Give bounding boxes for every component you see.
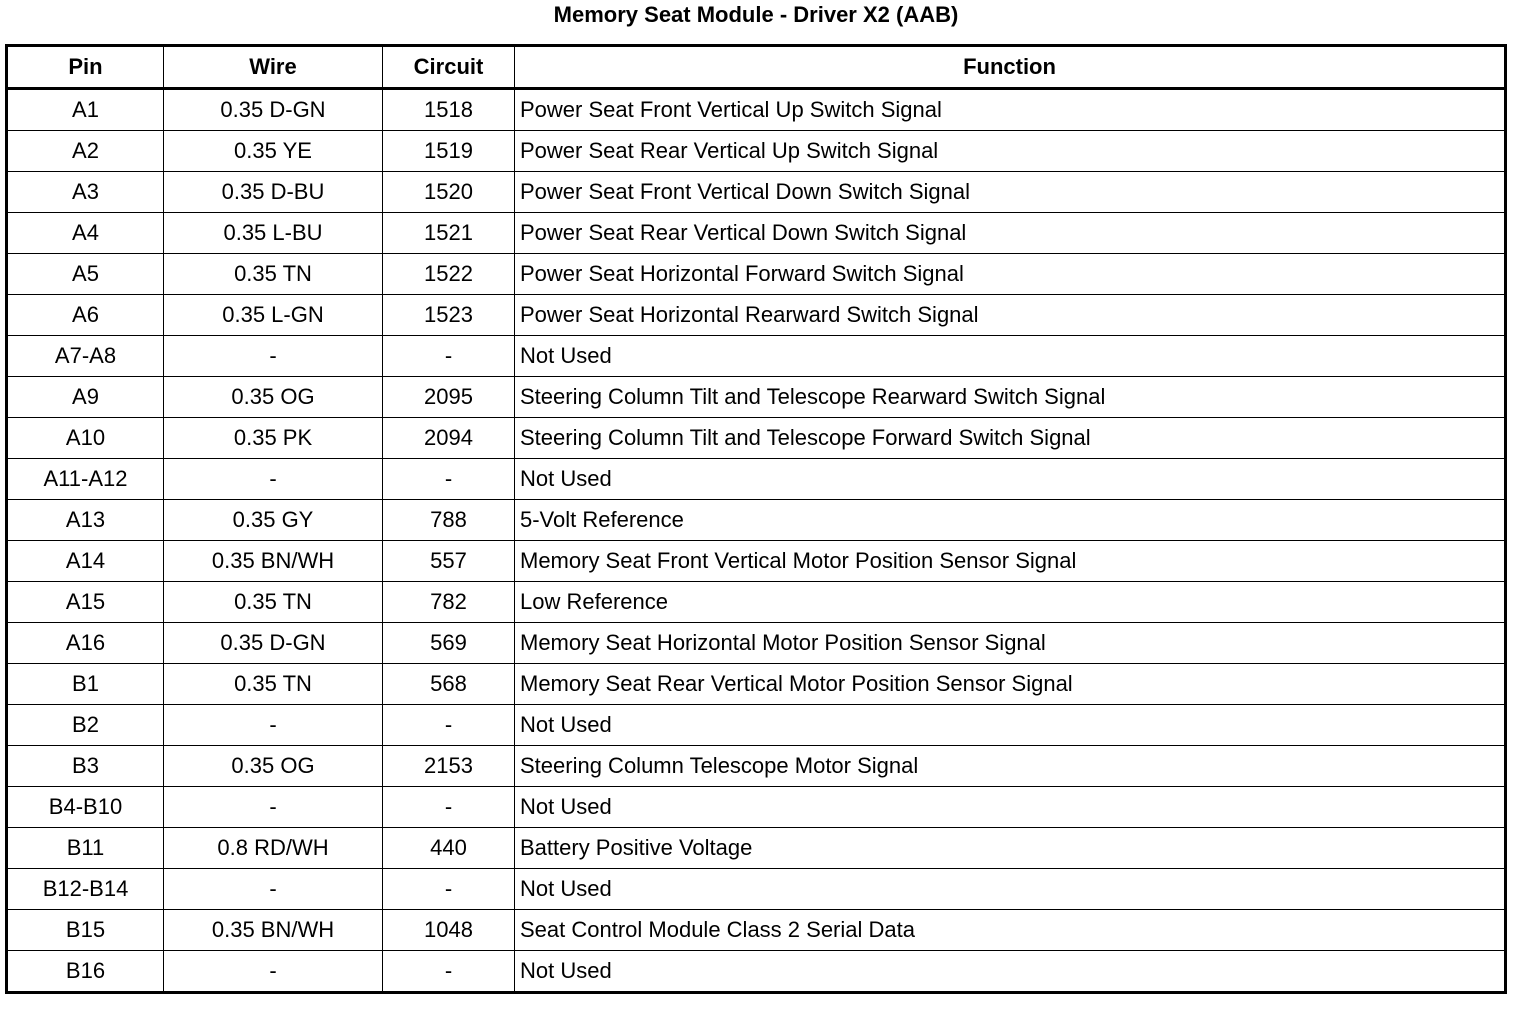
pin-cell: A11-A12 xyxy=(7,459,164,500)
circuit-cell: 1522 xyxy=(383,254,515,295)
function-cell: Not Used xyxy=(515,787,1506,828)
pin-cell: A2 xyxy=(7,131,164,172)
table-row xyxy=(7,664,1506,705)
table-row xyxy=(7,541,1506,582)
wire-cell: - xyxy=(164,869,383,910)
pin-cell: A5 xyxy=(7,254,164,295)
function-cell: Power Seat Rear Vertical Down Switch Signal xyxy=(515,213,1506,254)
page-title: Memory Seat Module - Driver X2 (AAB) xyxy=(553,2,959,27)
header-pin: Pin xyxy=(7,46,164,89)
table-row xyxy=(7,500,1506,541)
circuit-cell: - xyxy=(383,787,515,828)
circuit-cell: 782 xyxy=(383,582,515,623)
wire-cell: 0.35 D-GN xyxy=(164,623,383,664)
wire-cell: - xyxy=(164,459,383,500)
function-cell: Power Seat Horizontal Rearward Switch Signal xyxy=(515,295,1506,336)
pin-cell: B2 xyxy=(7,705,164,746)
wire-cell: 0.35 BN/WH xyxy=(164,910,383,951)
table-row xyxy=(7,746,1506,787)
table-row xyxy=(7,910,1506,951)
table-row xyxy=(7,869,1506,910)
table-row xyxy=(7,418,1506,459)
circuit-cell: 2153 xyxy=(383,746,515,787)
pin-cell: A1 xyxy=(7,89,164,131)
pin-cell: A6 xyxy=(7,295,164,336)
wire-cell: - xyxy=(164,787,383,828)
function-cell: Power Seat Rear Vertical Up Switch Signal xyxy=(515,131,1506,172)
connector-pinout-table xyxy=(5,44,1507,994)
function-cell: Not Used xyxy=(515,869,1506,910)
wire-cell: - xyxy=(164,336,383,377)
wire-cell: 0.35 L-BU xyxy=(164,213,383,254)
table-body xyxy=(7,89,1506,993)
pin-cell: A14 xyxy=(7,541,164,582)
table-row xyxy=(7,295,1506,336)
circuit-cell: - xyxy=(383,459,515,500)
circuit-cell: 557 xyxy=(383,541,515,582)
table-row xyxy=(7,828,1506,869)
circuit-cell: 1520 xyxy=(383,172,515,213)
table-row xyxy=(7,951,1506,993)
circuit-cell: 2094 xyxy=(383,418,515,459)
header-circuit: Circuit xyxy=(383,46,515,89)
wire-cell: 0.35 PK xyxy=(164,418,383,459)
function-cell: Low Reference xyxy=(515,582,1506,623)
function-cell: Power Seat Front Vertical Down Switch Signal xyxy=(515,172,1506,213)
circuit-cell: 1523 xyxy=(383,295,515,336)
table-row xyxy=(7,787,1506,828)
wire-cell: - xyxy=(164,705,383,746)
function-cell: Not Used xyxy=(515,705,1506,746)
pin-cell: A7-A8 xyxy=(7,336,164,377)
wire-cell: 0.35 YE xyxy=(164,131,383,172)
circuit-cell: - xyxy=(383,869,515,910)
pin-cell: B16 xyxy=(7,951,164,993)
wire-cell: 0.35 TN xyxy=(164,664,383,705)
wire-cell: 0.35 OG xyxy=(164,746,383,787)
function-cell: Seat Control Module Class 2 Serial Data xyxy=(515,910,1506,951)
wire-cell: 0.35 GY xyxy=(164,500,383,541)
table-row xyxy=(7,582,1506,623)
function-cell: Battery Positive Voltage xyxy=(515,828,1506,869)
wire-cell: 0.35 TN xyxy=(164,582,383,623)
wire-cell: 0.35 OG xyxy=(164,377,383,418)
function-cell: Steering Column Tilt and Telescope Rearward Switch Signal xyxy=(515,377,1506,418)
table-row xyxy=(7,89,1506,131)
header-function: Function xyxy=(515,46,1506,89)
pin-cell: B4-B10 xyxy=(7,787,164,828)
table-row xyxy=(7,705,1506,746)
function-cell: Power Seat Horizontal Forward Switch Signal xyxy=(515,254,1506,295)
function-cell: Not Used xyxy=(515,459,1506,500)
function-cell: Steering Column Telescope Motor Signal xyxy=(515,746,1506,787)
wire-cell: - xyxy=(164,951,383,993)
pin-cell: B3 xyxy=(7,746,164,787)
circuit-cell: 1521 xyxy=(383,213,515,254)
circuit-cell: 788 xyxy=(383,500,515,541)
pin-cell: A15 xyxy=(7,582,164,623)
wire-cell: 0.35 TN xyxy=(164,254,383,295)
table-row xyxy=(7,131,1506,172)
pin-cell: A10 xyxy=(7,418,164,459)
pin-cell: A9 xyxy=(7,377,164,418)
wire-cell: 0.35 D-GN xyxy=(164,89,383,131)
function-cell: Steering Column Tilt and Telescope Forward Switch Signal xyxy=(515,418,1506,459)
table-row xyxy=(7,254,1506,295)
table-header-row xyxy=(7,46,1506,89)
table-row xyxy=(7,213,1506,254)
table-row xyxy=(7,336,1506,377)
circuit-cell: - xyxy=(383,951,515,993)
pin-cell: A3 xyxy=(7,172,164,213)
pin-cell: A13 xyxy=(7,500,164,541)
function-cell: Not Used xyxy=(515,336,1506,377)
wire-cell: 0.35 L-GN xyxy=(164,295,383,336)
circuit-cell: 569 xyxy=(383,623,515,664)
pin-cell: B15 xyxy=(7,910,164,951)
wire-cell: 0.35 BN/WH xyxy=(164,541,383,582)
wire-cell: 0.8 RD/WH xyxy=(164,828,383,869)
pin-cell: B11 xyxy=(7,828,164,869)
table-row xyxy=(7,623,1506,664)
pin-cell: B1 xyxy=(7,664,164,705)
function-cell: Memory Seat Front Vertical Motor Position Sensor Signal xyxy=(515,541,1506,582)
circuit-cell: 1519 xyxy=(383,131,515,172)
header-wire: Wire xyxy=(164,46,383,89)
circuit-cell: 1048 xyxy=(383,910,515,951)
circuit-cell: 440 xyxy=(383,828,515,869)
function-cell: 5-Volt Reference xyxy=(515,500,1506,541)
table-row xyxy=(7,459,1506,500)
circuit-cell: 1518 xyxy=(383,89,515,131)
circuit-cell: 568 xyxy=(383,664,515,705)
function-cell: Memory Seat Rear Vertical Motor Position Sensor Signal xyxy=(515,664,1506,705)
table-row xyxy=(7,172,1506,213)
pin-cell: B12-B14 xyxy=(7,869,164,910)
function-cell: Not Used xyxy=(515,951,1506,993)
circuit-cell: - xyxy=(383,336,515,377)
function-cell: Power Seat Front Vertical Up Switch Signal xyxy=(515,89,1506,131)
pin-cell: A4 xyxy=(7,213,164,254)
circuit-cell: 2095 xyxy=(383,377,515,418)
wire-cell: 0.35 D-BU xyxy=(164,172,383,213)
table-row xyxy=(7,377,1506,418)
pin-cell: A16 xyxy=(7,623,164,664)
function-cell: Memory Seat Horizontal Motor Position Sensor Signal xyxy=(515,623,1506,664)
circuit-cell: - xyxy=(383,705,515,746)
